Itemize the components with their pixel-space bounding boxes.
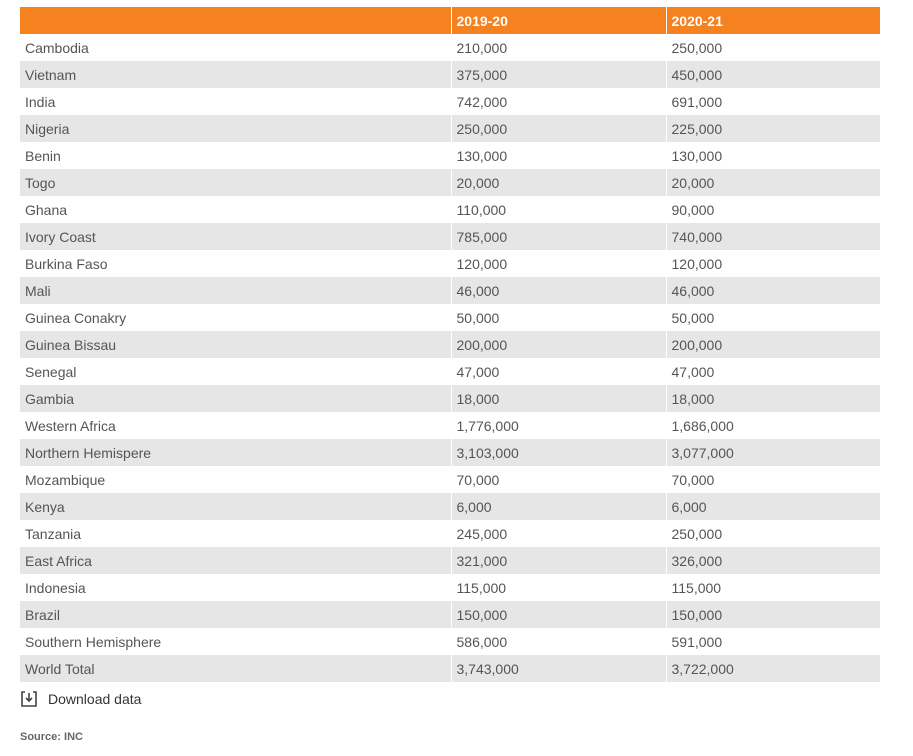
header-2020-21[interactable]: 2020-21	[666, 7, 880, 34]
row-value-2020-21: 740,000	[666, 223, 880, 250]
row-value-2019-20: 3,103,000	[451, 439, 666, 466]
table-header-row	[20, 7, 880, 34]
row-value-2019-20: 6,000	[451, 493, 666, 520]
table-row	[20, 196, 880, 223]
row-value-2019-20: 742,000	[451, 88, 666, 115]
row-value-2019-20: 586,000	[451, 628, 666, 655]
row-value-2020-21: 200,000	[666, 331, 880, 358]
row-value-2020-21: 130,000	[666, 142, 880, 169]
row-value-2020-21: 70,000	[666, 466, 880, 493]
row-value-2020-21: 250,000	[666, 520, 880, 547]
row-value-2020-21: 115,000	[666, 574, 880, 601]
table-row	[20, 412, 880, 439]
table-body	[20, 34, 880, 682]
table-row	[20, 574, 880, 601]
row-value-2019-20: 375,000	[451, 61, 666, 88]
row-label: Vietnam	[20, 61, 451, 88]
table-row	[20, 331, 880, 358]
row-value-2019-20: 115,000	[451, 574, 666, 601]
row-value-2020-21: 50,000	[666, 304, 880, 331]
row-value-2019-20: 47,000	[451, 358, 666, 385]
row-value-2019-20: 110,000	[451, 196, 666, 223]
data-table-container	[20, 7, 880, 682]
source-note: Source: INC	[20, 731, 83, 743]
row-value-2020-21: 47,000	[666, 358, 880, 385]
row-value-2019-20: 250,000	[451, 115, 666, 142]
header-country	[20, 7, 451, 34]
row-label: Gambia	[20, 385, 451, 412]
row-value-2019-20: 130,000	[451, 142, 666, 169]
row-value-2020-21: 591,000	[666, 628, 880, 655]
table-row	[20, 115, 880, 142]
table-row	[20, 520, 880, 547]
row-value-2019-20: 150,000	[451, 601, 666, 628]
table-row	[20, 601, 880, 628]
row-value-2019-20: 321,000	[451, 547, 666, 574]
row-value-2020-21: 6,000	[666, 493, 880, 520]
row-label: Guinea Conakry	[25, 309, 127, 326]
row-label: Burkina Faso	[25, 255, 108, 272]
table-row	[20, 439, 880, 466]
row-value-2020-21: 326,000	[666, 547, 880, 574]
row-label: Togo	[20, 169, 451, 196]
row-label: Benin	[25, 147, 61, 164]
row-label: Indonesia	[25, 579, 86, 596]
row-value-2020-21: 150,000	[666, 601, 880, 628]
table-row	[20, 88, 880, 115]
row-label: Guinea Bissau	[20, 331, 451, 358]
table-row	[20, 34, 880, 61]
table-row	[20, 250, 880, 277]
table-row	[20, 223, 880, 250]
row-label: Nigeria	[20, 115, 451, 142]
table-row	[20, 493, 880, 520]
table-row	[20, 304, 880, 331]
row-value-2019-20: 210,000	[451, 34, 666, 61]
table-row	[20, 547, 880, 574]
row-value-2020-21: 1,686,000	[666, 412, 880, 439]
row-value-2019-20: 46,000	[451, 277, 666, 304]
table-row	[20, 61, 880, 88]
row-value-2019-20: 785,000	[451, 223, 666, 250]
row-value-2020-21: 90,000	[666, 196, 880, 223]
row-label: Tanzania	[25, 525, 82, 542]
row-value-2019-20: 3,743,000	[451, 655, 666, 682]
table-row	[20, 142, 880, 169]
row-value-2019-20: 18,000	[451, 385, 666, 412]
download-label: Download data	[48, 691, 142, 707]
row-value-2019-20: 120,000	[451, 250, 666, 277]
download-icon	[20, 690, 38, 708]
row-value-2019-20: 245,000	[451, 520, 666, 547]
row-label: East Africa	[20, 547, 451, 574]
row-value-2020-21: 450,000	[666, 61, 880, 88]
row-value-2019-20: 1,776,000	[451, 412, 666, 439]
table-row	[20, 385, 880, 412]
table-row	[20, 358, 880, 385]
row-label: Northern Hemispere	[20, 439, 451, 466]
row-label: Ivory Coast	[20, 223, 451, 250]
row-value-2020-21: 46,000	[666, 277, 880, 304]
row-value-2020-21: 120,000	[666, 250, 880, 277]
row-value-2019-20: 200,000	[451, 331, 666, 358]
data-table	[20, 7, 880, 682]
download-data-link[interactable]	[20, 690, 141, 708]
row-label: Mali	[20, 277, 451, 304]
row-label: World Total	[20, 655, 451, 682]
row-value-2020-21: 225,000	[666, 115, 880, 142]
row-value-2020-21: 250,000	[666, 34, 880, 61]
row-value-2020-21: 3,077,000	[666, 439, 880, 466]
row-label: Kenya	[20, 493, 451, 520]
table-row	[20, 277, 880, 304]
table-row	[20, 466, 880, 493]
row-value-2019-20: 50,000	[451, 304, 666, 331]
row-label: India	[25, 93, 56, 110]
row-label: Brazil	[20, 601, 451, 628]
row-value-2020-21: 20,000	[666, 169, 880, 196]
row-label: Southern Hemisphere	[25, 633, 162, 650]
table-row	[20, 628, 880, 655]
row-label: Western Africa	[25, 417, 116, 434]
row-value-2020-21: 18,000	[666, 385, 880, 412]
row-value-2020-21: 691,000	[666, 88, 880, 115]
row-value-2019-20: 20,000	[451, 169, 666, 196]
row-label: Senegal	[25, 363, 77, 380]
table-row	[20, 655, 880, 682]
header-2019-20[interactable]: 2019-20	[451, 7, 666, 34]
table-row	[20, 169, 880, 196]
row-label: Cambodia	[25, 39, 89, 56]
row-label: Mozambique	[25, 471, 106, 488]
row-value-2019-20: 70,000	[451, 466, 666, 493]
row-value-2020-21: 3,722,000	[666, 655, 880, 682]
row-label: Ghana	[25, 201, 68, 218]
